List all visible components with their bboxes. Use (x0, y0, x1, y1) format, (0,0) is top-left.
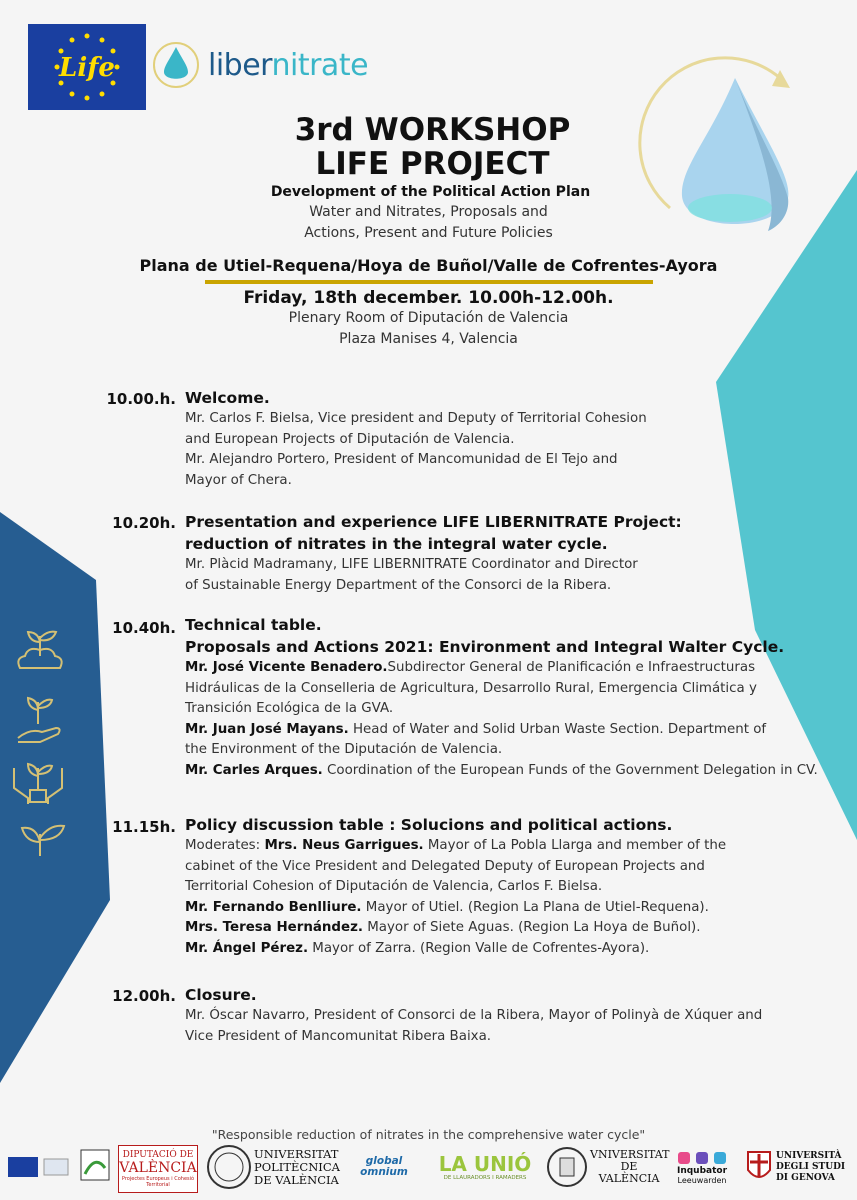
agenda-line (185, 658, 825, 679)
subtitle-bold: Development of the Political Action Plan (270, 184, 591, 200)
speaker-role: Head of Water and Solid Urban Waste Section. Department of (348, 721, 767, 737)
plant-cloud-icon (10, 618, 70, 678)
agenda-item-technical (185, 614, 825, 781)
uv-text: DE VALÈNCIA (598, 1160, 660, 1185)
la-unio-subtext: DE LLAURADORS I RAMADERS (443, 1174, 527, 1181)
uv-logo (590, 1142, 668, 1192)
agenda-line (185, 898, 825, 919)
agenda-line: Mr. Carlos F. Bielsa, Vice president and Deputy of Territorial Cohesion (185, 411, 647, 426)
upv-seal-icon (206, 1142, 252, 1192)
hand-plant-icon (10, 688, 70, 748)
speaker-name: Mr. Juan José Mayans. (185, 721, 349, 737)
speaker-role: Mayor of Zarra. (Region Valle de Cofrentes-Ayora). (308, 940, 650, 956)
agenda-line: the Environment of the Diputación de Valencia. (185, 742, 503, 757)
agenda-line: Territorial Cohesion of Diputación de Valencia, Carlos F. Bielsa. (185, 879, 603, 894)
speaker-role: Mayor of La Pobla Llarga and member of the (423, 838, 727, 853)
brand-name: libernitrate (208, 47, 369, 83)
global-omnium-logo (344, 1142, 424, 1192)
agenda-line: Mr. Óscar Navarro, President of Consorci de la Ribera, Mayor of Polinyà de Xúquer and (185, 1008, 763, 1023)
brand-drop-icon (150, 39, 202, 91)
date-line: Friday, 18th december. 10.00h-12.00h. (243, 288, 614, 308)
moderates-label: Moderates: (185, 838, 265, 853)
agenda-item-welcome (185, 387, 825, 491)
page-title-line2: LIFE PROJECT (315, 146, 550, 182)
agenda-time: 12.00h. (112, 987, 176, 1005)
eu-commission-logo (8, 1142, 70, 1192)
inqubator-text: Inqubator (676, 1165, 728, 1176)
agenda-line (185, 761, 825, 782)
agenda-item-presentation (185, 511, 825, 596)
venue-line1: Plenary Room of Diputación de Valencia (288, 310, 569, 326)
venue-line2: Plaza Manises 4, Valencia (339, 331, 518, 347)
upv-text: POLITÈCNICA (254, 1159, 340, 1174)
agenda-line (185, 939, 825, 960)
speaker-role: Mayor of Siete Aguas. (Region La Hoya de Buñol). (362, 920, 701, 935)
agenda-line: and European Projects of Diputación de Valencia. (185, 431, 515, 447)
agenda-time: 10.00.h. (106, 390, 176, 408)
agenda-line (185, 720, 825, 741)
location-line: Plana de Utiel-Requena/Hoya de Buñol/Valle de Cofrentes-Ayora (139, 256, 718, 275)
inqubator-text: Leeuwarden (677, 1175, 727, 1185)
agenda-line (185, 918, 825, 939)
global-omnium-text: global omnium (360, 1155, 408, 1178)
agenda-time: 10.20h. (112, 514, 176, 532)
agenda-heading: reduction of nitrates in the integral water cycle. (185, 535, 608, 553)
genova-text: UNIVERSITÀ (776, 1150, 842, 1161)
agenda-time: 11.15h. (112, 818, 176, 836)
agenda-line (185, 836, 825, 857)
genova-logo (776, 1142, 852, 1192)
inqubator-icon (676, 1150, 728, 1166)
speaker-role: Coordination of the European Funds of the Government Delegation in CV. (322, 762, 818, 778)
agenda-heading: Closure. (185, 986, 257, 1004)
uv-text: VNIVERSITAT (590, 1148, 670, 1161)
speaker-role: Mayor of Utiel. (Region La Plana de Utiel-Requena). (361, 899, 709, 915)
diputacio-subtext: Projectes Europeus i Cohesió Territorial (121, 1176, 195, 1188)
genova-text: DI GENOVA (776, 1172, 835, 1183)
agenda-line: Hidráulicas de la Conselleria de Agricultura, Desarrollo Rural, Emergencia Climática y (185, 680, 757, 696)
gold-divider (205, 280, 653, 284)
agenda-line: Vice President of Mancomunitat Ribera Baixa. (185, 1028, 492, 1044)
upv-text: UNIVERSITAT (254, 1146, 339, 1161)
agenda-heading: Presentation and experience LIFE LIBERNITRATE Project: (185, 513, 682, 531)
agenda-line: Mr. Plàcid Madramany, LIFE LIBERNITRATE Coordinator and Director (185, 557, 638, 572)
speaker-name: Mrs. Teresa Hernández. (185, 920, 363, 935)
la-unio-logo (430, 1142, 540, 1192)
diputacio-text: DIPUTACIÓ DE (122, 1150, 194, 1160)
speaker-name: Mrs. Neus Garrigues. (264, 838, 424, 853)
upv-text: DE VALÈNCIA (254, 1172, 339, 1187)
subtitle-line1: Water and Nitrates, Proposals and (309, 204, 548, 220)
consorci-icon (77, 1144, 113, 1190)
inqubator-logo (674, 1142, 730, 1192)
genova-text: DEGLI STUDI (776, 1161, 846, 1172)
agenda-item-closure (185, 984, 825, 1047)
agenda-item-policy (185, 814, 825, 959)
diputacio-valencia-logo (118, 1145, 198, 1193)
agenda-line: of Sustainable Energy Department of the Consorci de la Ribera. (185, 577, 612, 593)
footer-quote: "Responsible reduction of nitrates in the comprehensive water cycle" (211, 1127, 646, 1142)
genova-shield-icon (744, 1142, 774, 1192)
speaker-name: Mr. Ángel Pérez. (185, 940, 309, 956)
speaker-name: Mr. Fernando Benlliure. (185, 899, 362, 915)
agenda-line: cabinet of the Vice President and Delegated Deputy of European Projects and (185, 858, 705, 874)
agenda-line: Mayor of Chera. (185, 472, 292, 488)
agenda-heading: Proposals and Actions 2021: Environment and Integral Walter Cycle. (185, 638, 785, 656)
agenda-line: Mr. Alejandro Portero, President of Mancomunidad de El Tejo and (185, 452, 618, 467)
diputacio-text: VALÈNCIA (119, 1160, 197, 1176)
speaker-name: Mr. Carles Arques. (185, 762, 323, 778)
agenda-heading: Welcome. (185, 389, 270, 407)
subtitle-line2: Actions, Present and Future Policies (304, 225, 553, 241)
agenda-heading: Policy discussion table : Solucions and political actions. (185, 816, 673, 834)
life-logo-text: Life (59, 53, 115, 83)
leaves-icon (10, 818, 70, 858)
agenda-line: Transición Ecológica de la GVA. (185, 701, 394, 716)
uv-seal-icon (546, 1142, 588, 1192)
consorci-ribera-logo (76, 1142, 114, 1192)
eu-life-logo (28, 24, 146, 110)
la-unio-text: LA UNIÓ (438, 1151, 532, 1176)
eu-flag-small-icon (8, 1151, 70, 1183)
agenda-heading: Technical table. (185, 616, 322, 634)
hands-seedling-icon (8, 748, 68, 808)
speaker-name: Mr. José Vicente Benadero. (185, 660, 388, 675)
page-title-line1: 3rd WORKSHOP (294, 112, 571, 148)
speaker-role: Subdirector General de Planificación e Infraestructuras (387, 660, 756, 675)
agenda-time: 10.40h. (112, 619, 176, 637)
libernitrate-logo (150, 40, 368, 90)
upv-logo (254, 1142, 342, 1192)
